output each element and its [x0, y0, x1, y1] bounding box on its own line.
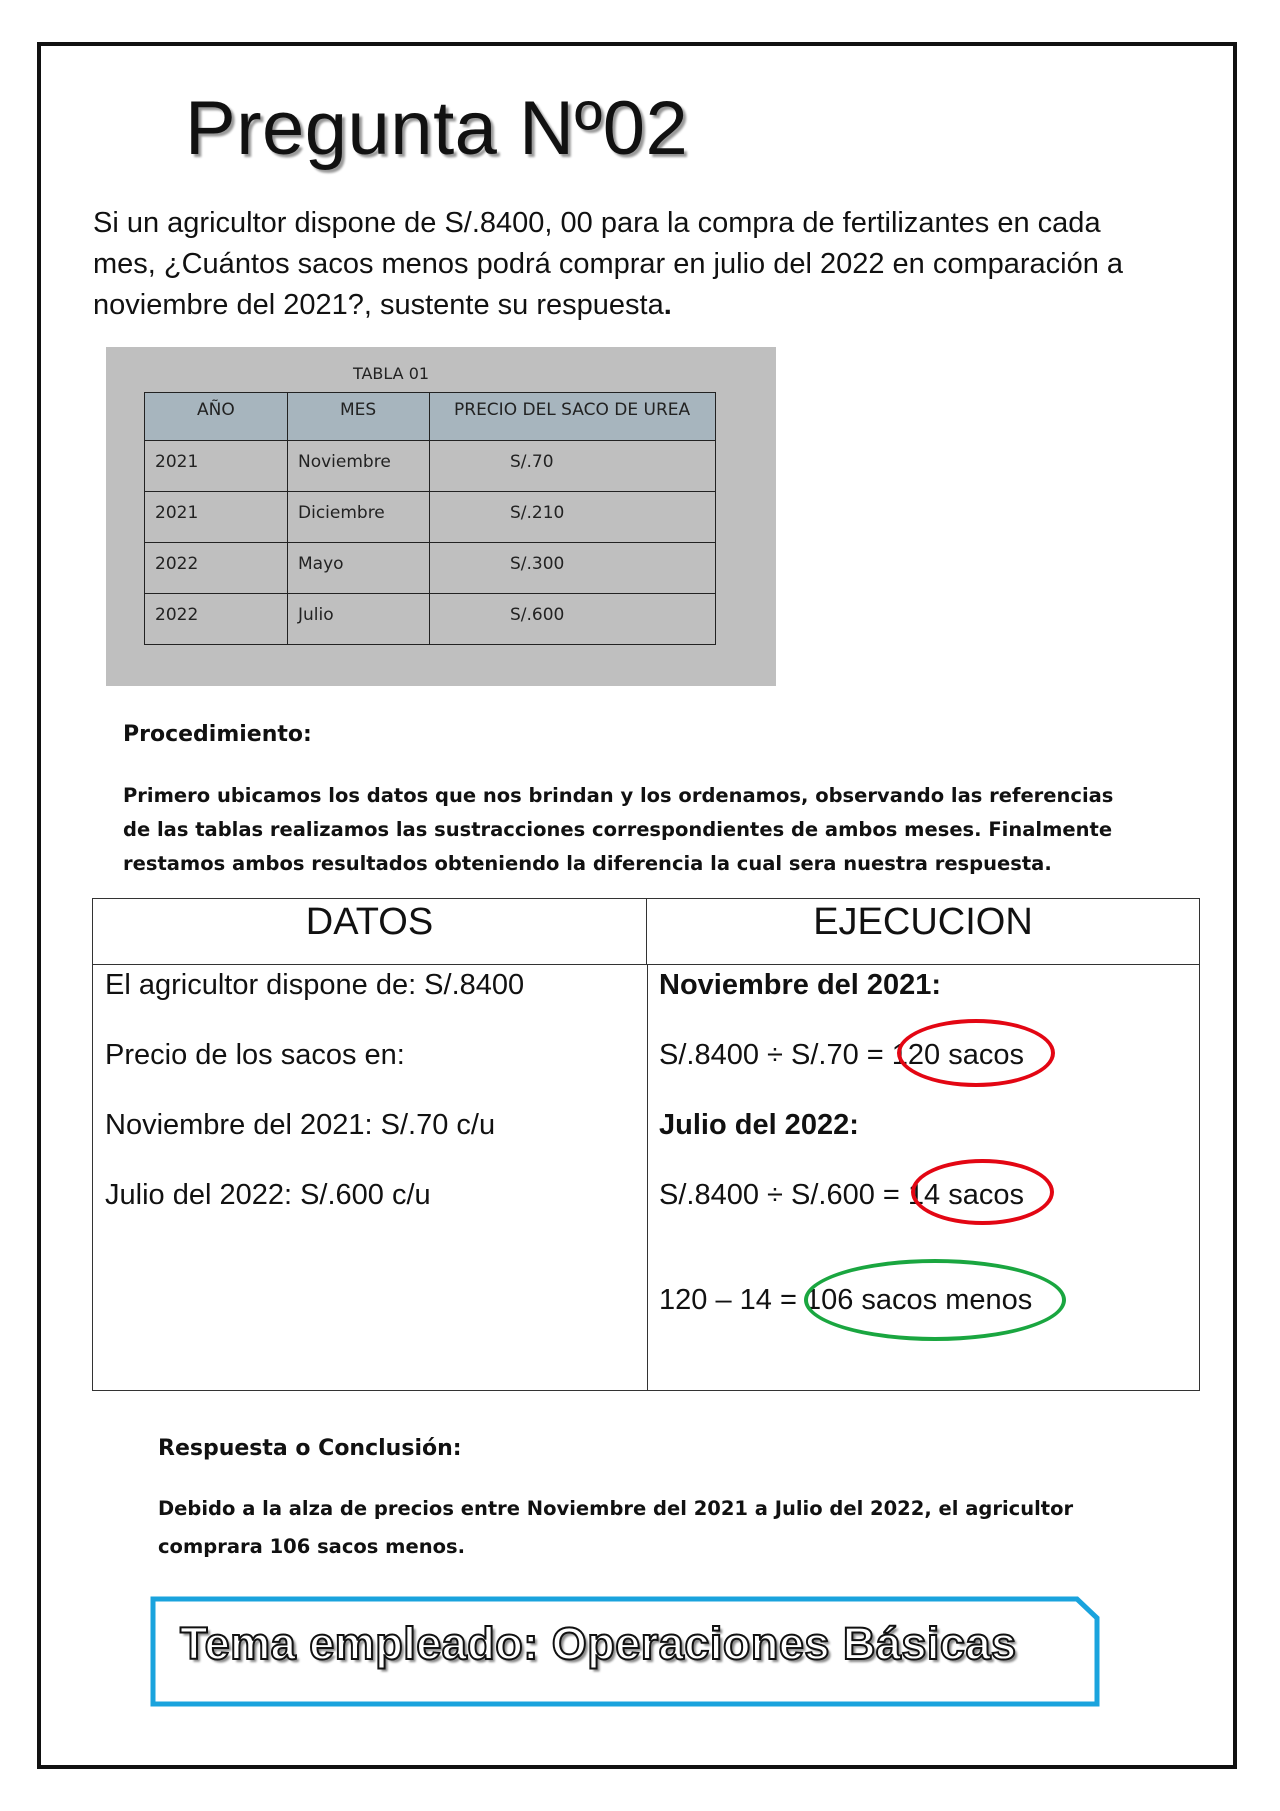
- nov-expression: S/.8400 ÷ S/.70 =: [659, 1039, 892, 1071]
- cell-price: S/.70: [430, 441, 716, 492]
- diff-result-circle: [804, 1259, 1066, 1341]
- work-table: [92, 898, 1200, 1391]
- cell-price: S/.300: [430, 543, 716, 594]
- datos-column: [105, 969, 524, 1249]
- datos-header-label: DATOS: [305, 901, 434, 943]
- diff-expression: 120 – 14 =: [659, 1284, 805, 1316]
- conclusion-heading: Respuesta o Conclusión:: [158, 1436, 462, 1461]
- cell-year: 2022: [145, 594, 288, 645]
- cell-month: Mayo: [288, 543, 430, 594]
- question-line-3-end: .: [663, 289, 672, 321]
- question-line-2: mes, ¿Cuántos sacos menos podrá comprar en julio del 2022 en comparación a: [93, 248, 1124, 280]
- question-line-3-text: noviembre del 2021?, sustente su respuesta: [93, 289, 664, 321]
- jul-result-circle: [911, 1159, 1054, 1225]
- conclusion-line-1: Debido a la alza de precios entre Noviembre del 2021 a Julio del 2022, el agricultor: [158, 1497, 1074, 1520]
- header-year: AÑO: [145, 393, 288, 441]
- price-table-image: [106, 347, 776, 686]
- datos-item: Noviembre del 2021: S/.70 c/u: [105, 1109, 496, 1141]
- datos-item: Precio de los sacos en:: [105, 1039, 405, 1071]
- datos-item: El agricultor dispone de: S/.8400: [105, 969, 525, 1001]
- cell-price: S/.210: [430, 492, 716, 543]
- jul-expression: S/.8400 ÷ S/.600 =: [659, 1179, 908, 1211]
- cell-year: 2021: [145, 492, 288, 543]
- cell-month: Diciembre: [288, 492, 430, 543]
- page-title: Pregunta Nº02: [185, 86, 689, 171]
- jul-heading: Julio del 2022:: [659, 1109, 859, 1141]
- table-row: [145, 594, 716, 645]
- ejecucion-header: [647, 899, 1199, 965]
- procedure-text: [123, 779, 1123, 881]
- cell-year: 2022: [145, 543, 288, 594]
- question-text: [93, 203, 1193, 326]
- table-row: [145, 543, 716, 594]
- cell-price: S/.600: [430, 594, 716, 645]
- procedure-line-1: Primero ubicamos los datos que nos brindan y los ordenamos, observando las referencias: [123, 784, 1114, 807]
- diff-result: 106 sacos menos: [804, 1284, 1033, 1316]
- nov-result: 120 sacos: [891, 1039, 1024, 1071]
- tema-box: [150, 1596, 1100, 1707]
- datos-header: [93, 899, 647, 965]
- nov-heading: Noviembre del 2021:: [659, 969, 942, 1001]
- header-month: MES: [288, 393, 430, 441]
- conclusion-line-2: comprara 106 sacos menos.: [158, 1535, 466, 1558]
- nov-result-circle: [897, 1019, 1055, 1087]
- cell-year: 2021: [145, 441, 288, 492]
- question-line-3: [93, 285, 1193, 326]
- column-divider: [647, 965, 648, 1390]
- price-table: [144, 392, 716, 645]
- jul-result: 14 sacos: [907, 1179, 1024, 1211]
- table-row: [145, 492, 716, 543]
- table-row: [145, 441, 716, 492]
- table-caption: TABLA 01: [352, 364, 430, 383]
- question-line-1: Si un agricultor dispone de S/.8400, 00 para la compra de fertilizantes en cada: [93, 207, 1101, 239]
- table-header-row: [145, 393, 716, 441]
- cell-month: Noviembre: [288, 441, 430, 492]
- tema-label: Tema empleado: Operaciones Básicas: [180, 1618, 1017, 1669]
- ejecucion-header-label: EJECUCION: [813, 901, 1033, 943]
- conclusion-text: [158, 1490, 1108, 1566]
- datos-item: Julio del 2022: S/.600 c/u: [105, 1179, 431, 1211]
- procedure-heading: Procedimiento:: [123, 722, 312, 747]
- procedure-line-2: de las tablas realizamos las sustracciones correspondientes de ambos meses. Finalmente: [123, 818, 1113, 841]
- header-price: PRECIO DEL SACO DE UREA: [430, 393, 716, 441]
- procedure-line-3: restamos ambos resultados obteniendo la diferencia la cual sera nuestra respuesta.: [123, 852, 1052, 875]
- cell-month: Julio: [288, 594, 430, 645]
